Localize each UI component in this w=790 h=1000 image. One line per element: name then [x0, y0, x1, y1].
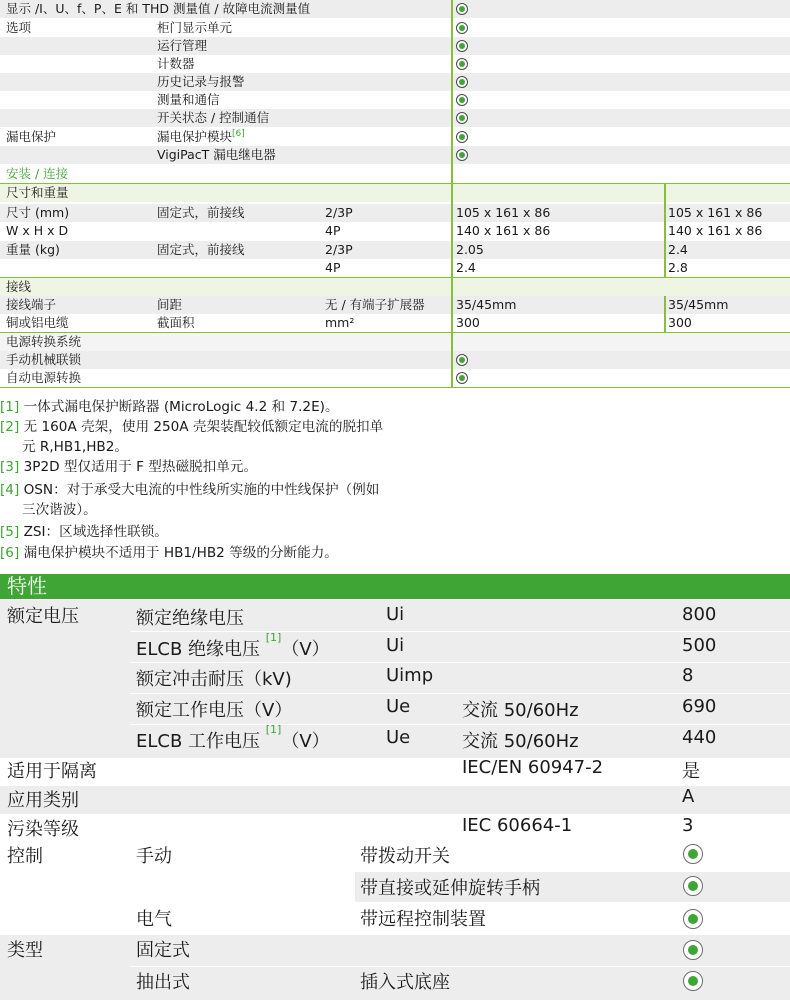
- voltage-symbol: Uimp: [386, 665, 434, 686]
- cable-param: 截面积: [157, 315, 195, 330]
- voltage-value: 690: [682, 696, 717, 717]
- option-item: 历史记录与报警: [157, 74, 245, 89]
- available-dot-icon: [456, 131, 468, 143]
- wiring-header-row: [0, 278, 790, 296]
- weight-label: 重量 (kg): [6, 242, 60, 257]
- ats-header: 电源转换系统: [6, 334, 82, 349]
- isolation-label: 适用于隔离: [7, 761, 97, 782]
- ats-header-row: [0, 333, 790, 351]
- footnote-continuation: 三次谐波）。: [22, 502, 97, 518]
- available-dot-icon: [456, 3, 468, 15]
- characteristics-header: [0, 574, 790, 599]
- poles: 2/3P: [325, 242, 353, 257]
- available-dot-icon: [683, 844, 703, 864]
- type-label-cell: [0, 935, 130, 1000]
- table-row: [0, 351, 790, 369]
- table-row: [0, 128, 790, 146]
- available-dot-icon: [456, 58, 468, 70]
- leak-item: 漏电保护模块[6]: [157, 129, 245, 144]
- option-item: 运行管理: [157, 38, 208, 53]
- size-sub-label: W x H x D: [6, 223, 69, 238]
- option-item: 柜门显示单元: [157, 20, 233, 35]
- type-row: [130, 935, 790, 966]
- manual-label: 手动: [136, 846, 172, 867]
- auto-transfer-label: 自动电源转换: [6, 370, 82, 385]
- table-row: [0, 19, 790, 37]
- category-value: A: [682, 786, 695, 807]
- voltage-row: [130, 632, 790, 662]
- table-row: [0, 314, 790, 332]
- voltage-value: 440: [682, 727, 717, 748]
- available-dot-icon: [456, 22, 468, 34]
- electric-label: 电气: [136, 909, 172, 930]
- column-divider: [664, 296, 666, 333]
- control-item: 带远程控制装置: [360, 909, 486, 930]
- withdrawable-item: 插入式底座: [360, 972, 450, 993]
- voltage-name: 额定冲击耐压（kV): [136, 669, 292, 690]
- voltage-symbol: Ue: [386, 696, 411, 717]
- available-dot-icon: [456, 112, 468, 124]
- options-install-table: [0, 0, 790, 395]
- dimensions-header: 尺寸和重量: [6, 185, 69, 200]
- option-item: 计数器: [157, 56, 195, 71]
- cable-label: 铜或铝电缆: [6, 315, 69, 330]
- column-divider: [664, 184, 666, 278]
- table-row: [0, 55, 790, 73]
- pollution-label: 污染等级: [7, 819, 79, 840]
- table-row: [0, 222, 790, 240]
- control-item: 带直接或延伸旋转手柄: [360, 878, 540, 899]
- value-cell: 300: [668, 315, 692, 330]
- poles: 2/3P: [325, 205, 353, 220]
- terminal-param: 间距: [157, 297, 183, 312]
- table-row: [0, 259, 790, 277]
- value-cell: 140 x 161 x 86: [668, 223, 763, 238]
- table-row: [0, 204, 790, 222]
- isolation-standard: IEC/EN 60947-2: [462, 757, 604, 778]
- value-cell: 2.8: [668, 260, 688, 275]
- weight-method: 固定式，前接线: [157, 242, 245, 257]
- available-dot-icon: [456, 76, 468, 88]
- control-row: [355, 872, 790, 902]
- category-row: [0, 786, 790, 814]
- voltage-name: 额定工作电压（V）: [136, 700, 293, 721]
- cable-cond: mm²: [325, 315, 355, 330]
- voltage-condition: 交流 50/60Hz: [462, 700, 579, 721]
- pollution-value: 3: [682, 815, 694, 836]
- footnote: [6] 漏电保护模块不适用于 HB1/HB2 等级的分断能力。: [0, 545, 338, 561]
- voltage-symbol: Ui: [386, 604, 405, 625]
- display-row-label: 显示 /I、U、f、P、E 和 THD 测量值 / 故障电流测量值: [6, 1, 311, 16]
- available-dot-icon: [456, 354, 468, 366]
- control-label: 控制: [7, 846, 43, 867]
- options-label: 选项: [6, 20, 32, 35]
- manual-interlock-label: 手动机械联锁: [6, 352, 82, 367]
- table-row: [0, 109, 790, 127]
- voltage-value: 500: [682, 635, 717, 656]
- available-dot-icon: [456, 94, 468, 106]
- value-cell: 2.05: [456, 242, 484, 257]
- footnote: [3] 3P2D 型仅适用于 F 型热磁脱扣单元。: [0, 459, 258, 475]
- voltage-name: ELCB 工作电压 [1]（V）: [136, 723, 330, 752]
- value-cell: 105 x 161 x 86: [668, 205, 763, 220]
- voltage-row: [130, 663, 790, 693]
- leak-item: VigiPacT 漏电继电器: [157, 147, 276, 162]
- size-method: 固定式，前接线: [157, 205, 245, 220]
- voltage-value: 800: [682, 604, 717, 625]
- column-divider: [451, 0, 453, 387]
- pollution-standard: IEC 60664-1: [462, 815, 573, 836]
- table-row: [0, 37, 790, 55]
- type-row: [130, 967, 790, 1000]
- category-label: 应用类别: [7, 790, 79, 811]
- voltage-row: [130, 725, 790, 755]
- value-cell: 2.4: [456, 260, 476, 275]
- value-cell: 105 x 161 x 86: [456, 205, 551, 220]
- control-row: [0, 903, 790, 935]
- table-row: [0, 0, 790, 18]
- available-dot-icon: [456, 372, 468, 384]
- option-item: 开关状态 / 控制通信: [157, 110, 270, 125]
- available-dot-icon: [456, 40, 468, 52]
- table-row: [0, 146, 790, 164]
- value-cell: 2.4: [668, 242, 688, 257]
- poles: 4P: [325, 223, 341, 238]
- control-row: [0, 840, 790, 872]
- available-dot-icon: [456, 149, 468, 161]
- voltage-row: [130, 600, 790, 631]
- footnote: [2] 无 160A 壳架，使用 250A 壳架装配较低额定电流的脱扣单: [0, 419, 384, 435]
- terminal-cond: 无 / 有端子扩展器: [325, 297, 425, 312]
- voltage-value: 8: [682, 665, 694, 686]
- value-cell: 300: [456, 315, 480, 330]
- table-row: [0, 241, 790, 259]
- dimensions-header-row: [0, 184, 790, 202]
- voltage-symbol: Ue: [386, 727, 411, 748]
- terminal-label: 接线端子: [6, 297, 57, 312]
- leak-protection-label: 漏电保护: [6, 129, 57, 144]
- available-dot-icon: [683, 876, 703, 896]
- available-dot-icon: [683, 909, 703, 929]
- voltage-condition: 交流 50/60Hz: [462, 731, 579, 752]
- voltage-row: [130, 694, 790, 724]
- value-cell: 35/45mm: [668, 297, 729, 312]
- voltage-symbol: Ui: [386, 635, 405, 656]
- table-row: [0, 296, 790, 314]
- value-cell: 35/45mm: [456, 297, 517, 312]
- footnote: [5] ZSI：区域选择性联锁。: [0, 524, 168, 540]
- option-item: 测量和通信: [157, 92, 220, 107]
- size-label: 尺寸 (mm): [6, 205, 70, 220]
- section-title-row: [0, 165, 790, 183]
- available-dot-icon: [683, 971, 703, 991]
- control-item: 带拨动开关: [360, 846, 450, 867]
- withdrawable-type-label: 抽出式: [136, 972, 190, 993]
- type-label: 类型: [7, 940, 43, 961]
- fixed-type-label: 固定式: [136, 940, 190, 961]
- divider: [0, 387, 790, 388]
- poles: 4P: [325, 260, 341, 275]
- wiring-header: 接线: [6, 279, 32, 294]
- pollution-row: [0, 815, 790, 840]
- value-cell: 140 x 161 x 86: [456, 223, 551, 238]
- footnote: [4] OSN：对于承受大电流的中性线所实施的中性线保护（例如: [0, 482, 380, 498]
- footnote-continuation: 元 R,HB1,HB2。: [22, 439, 128, 455]
- table-row: [0, 369, 790, 387]
- characteristics-title: 特性: [7, 574, 47, 598]
- isolation-row: [0, 757, 790, 785]
- table-row: [0, 91, 790, 109]
- table-row: [0, 73, 790, 91]
- install-section-title: 安装 / 连接: [6, 166, 69, 181]
- isolation-value: 是: [682, 761, 700, 782]
- available-dot-icon: [683, 940, 703, 960]
- footnote: [1] 一体式漏电保护断路器 (MicroLogic 4.2 和 7.2E)。: [0, 399, 339, 415]
- voltage-name: 额定绝缘电压: [136, 608, 244, 629]
- voltage-name: ELCB 绝缘电压 [1]（V）: [136, 631, 330, 660]
- rated-voltage-label: 额定电压: [7, 606, 79, 627]
